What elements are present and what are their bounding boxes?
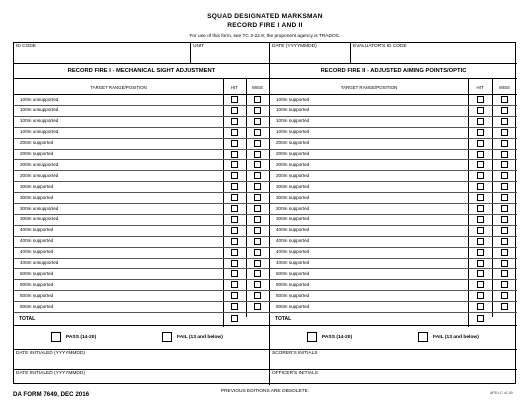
form-title: SQUAD DESIGNATED MARKSMAN: [207, 13, 323, 20]
target-range-header: TARGET RANGE/POSITION: [340, 85, 398, 90]
target-range-cell: 100m unsupported: [20, 107, 59, 113]
miss-checkbox[interactable]: [501, 281, 508, 288]
miss-checkbox[interactable]: [501, 107, 508, 114]
miss-checkbox[interactable]: [501, 172, 508, 179]
form-version: APD LC v1.00: [490, 391, 513, 395]
column-rule: [190, 43, 191, 63]
target-range-cell: 400m unsupported: [20, 260, 59, 265]
rule-line: [14, 105, 517, 106]
miss-checkbox[interactable]: [501, 303, 508, 310]
rule-line: [14, 279, 517, 280]
hit-checkbox[interactable]: [477, 140, 484, 147]
target-range-cell: 400m supported: [276, 260, 310, 265]
hit-checkbox[interactable]: [477, 205, 484, 212]
target-range-cell: 500m supported: [20, 292, 54, 298]
hit-checkbox[interactable]: [477, 238, 484, 245]
scoresheet-form: [13, 42, 516, 384]
hit-checkbox[interactable]: [231, 238, 238, 245]
rule-line: [14, 225, 517, 226]
target-range-cell: 200m supported: [276, 151, 310, 156]
hit-checkbox[interactable]: [477, 172, 484, 179]
miss-checkbox[interactable]: [501, 249, 508, 256]
agency-note: For use of this form, see TC 3-22.9; the proponent agency is TRADOC.: [189, 34, 341, 39]
hit-checkbox[interactable]: [231, 303, 238, 310]
miss-checkbox[interactable]: [254, 96, 261, 103]
target-range-cell: 200m unsupported: [20, 172, 59, 178]
target-range-cell: 100m supported: [276, 107, 310, 113]
miss-checkbox[interactable]: [254, 194, 261, 201]
record-fire-2-title: RECORD FIRE II - ADJUSTED AIMING POINTS/OPTIC: [320, 68, 467, 74]
target-range-header: TARGET RANGE/POSITION: [90, 85, 147, 90]
column-rule: [269, 43, 270, 63]
hit-checkbox[interactable]: [477, 129, 484, 136]
target-range-cell: 500m supported: [276, 270, 310, 276]
hit-checkbox[interactable]: [231, 172, 238, 179]
pass-checkbox[interactable]: [307, 332, 317, 342]
hit-checkbox[interactable]: [477, 194, 484, 201]
hit-checkbox[interactable]: [231, 281, 238, 288]
miss-header: MISS: [252, 85, 263, 90]
hit-checkbox[interactable]: [231, 107, 238, 114]
rule-line: [14, 325, 517, 326]
rule-line: [14, 214, 517, 215]
miss-checkbox[interactable]: [254, 151, 261, 158]
officer-initials-label: OFFICER'S INITIALS: [272, 371, 318, 376]
hit-checkbox[interactable]: [231, 183, 238, 190]
rule-line: [14, 94, 517, 95]
miss-checkbox[interactable]: [501, 238, 508, 245]
rule-line: [14, 170, 517, 171]
target-range-cell: 100m unsupported: [20, 118, 59, 124]
fail-label: FAIL (13 and below): [433, 334, 479, 340]
form-subtitle: RECORD FIRE I AND II: [227, 22, 303, 29]
hit-checkbox[interactable]: [477, 227, 484, 234]
hit-checkbox[interactable]: [477, 292, 484, 299]
rule-line: [14, 236, 517, 237]
hit-header: HIT: [230, 85, 239, 90]
rule-line: [14, 127, 517, 128]
column-rule: [492, 78, 493, 317]
miss-checkbox[interactable]: [501, 129, 508, 136]
target-range-cell: 100m supported: [276, 118, 310, 124]
rule-line: [14, 369, 517, 370]
miss-checkbox[interactable]: [254, 129, 261, 136]
miss-checkbox[interactable]: [254, 118, 261, 125]
hit-checkbox[interactable]: [231, 249, 238, 256]
miss-checkbox[interactable]: [254, 238, 261, 245]
miss-checkbox[interactable]: [254, 227, 261, 234]
hit-checkbox[interactable]: [477, 249, 484, 256]
miss-checkbox[interactable]: [501, 205, 508, 212]
target-range-cell: 500m supported: [276, 303, 310, 309]
hit-checkbox[interactable]: [231, 140, 238, 147]
miss-checkbox[interactable]: [254, 260, 261, 267]
date-initialed-label: DATE INITIALED (YYYYMMDD): [16, 371, 85, 376]
date-initialed-label: DATE INITIALED (YYYYMMDD): [16, 351, 85, 356]
form-number: DA FORM 7649, DEC 2016: [13, 391, 90, 398]
fail-checkbox[interactable]: [162, 332, 172, 342]
rule-line: [14, 301, 517, 302]
target-range-cell: 300m supported: [276, 194, 310, 200]
fail-label: FAIL (13 and below): [177, 334, 223, 340]
rule-line: [14, 349, 517, 350]
hit-checkbox[interactable]: [477, 161, 484, 168]
rule-line: [14, 268, 517, 269]
target-range-cell: 200m supported: [276, 205, 310, 211]
miss-checkbox[interactable]: [254, 161, 261, 168]
pass-checkbox[interactable]: [51, 332, 61, 342]
target-range-cell: 100m supported: [276, 129, 310, 135]
hit-checkbox[interactable]: [231, 194, 238, 201]
miss-checkbox[interactable]: [501, 151, 508, 158]
miss-checkbox[interactable]: [501, 118, 508, 125]
hit-checkbox[interactable]: [477, 303, 484, 310]
miss-checkbox[interactable]: [254, 216, 261, 223]
column-rule: [246, 78, 247, 317]
miss-checkbox[interactable]: [501, 260, 508, 267]
miss-header: MISS: [499, 85, 510, 90]
miss-checkbox[interactable]: [254, 303, 261, 310]
target-range-cell: 200m supported: [20, 151, 54, 156]
target-range-cell: 200m unsupported: [20, 161, 59, 167]
hit-checkbox[interactable]: [231, 216, 238, 223]
miss-checkbox[interactable]: [501, 183, 508, 190]
hit-checkbox[interactable]: [231, 205, 238, 212]
hit-checkbox[interactable]: [231, 161, 238, 168]
total-hit-box[interactable]: [477, 315, 484, 322]
miss-checkbox[interactable]: [254, 172, 261, 179]
miss-checkbox[interactable]: [501, 194, 508, 201]
total-label: TOTAL: [19, 315, 36, 322]
miss-checkbox[interactable]: [254, 107, 261, 114]
hit-checkbox[interactable]: [477, 260, 484, 267]
rule-line: [14, 181, 517, 182]
target-range-cell: 300m supported: [276, 183, 310, 189]
miss-checkbox[interactable]: [501, 140, 508, 147]
hit-checkbox[interactable]: [231, 151, 238, 158]
evaluator-id-label: EVALUATOR'S ID CODE: [353, 44, 407, 49]
target-range-cell: 200m supported: [276, 161, 310, 167]
rule-line: [14, 78, 517, 79]
hit-checkbox[interactable]: [231, 227, 238, 234]
miss-checkbox[interactable]: [501, 96, 508, 103]
hit-checkbox[interactable]: [477, 183, 484, 190]
miss-checkbox[interactable]: [254, 205, 261, 212]
rule-line: [14, 138, 517, 139]
date-label: DATE (YYYYMMDD): [272, 44, 317, 49]
target-range-cell: 300m supported: [20, 183, 54, 189]
hit-checkbox[interactable]: [231, 118, 238, 125]
miss-checkbox[interactable]: [254, 249, 261, 256]
total-label: TOTAL: [275, 315, 292, 322]
rule-line: [14, 290, 517, 291]
pass-label: PASS (14-20): [66, 334, 97, 340]
target-range-cell: 200m supported: [276, 140, 310, 146]
target-range-cell: 400m supported: [276, 227, 310, 233]
pass-label: PASS (14-20): [322, 334, 353, 340]
unit-label: UNIT: [193, 44, 205, 49]
target-range-cell: 400m supported: [20, 227, 54, 233]
scorer-initials-label: SCORER'S INITIALS: [272, 351, 318, 356]
rule-line: [14, 63, 517, 64]
miss-checkbox[interactable]: [254, 270, 261, 277]
hit-checkbox[interactable]: [231, 96, 238, 103]
target-range-cell: 200m supported: [276, 172, 310, 178]
fail-checkbox[interactable]: [418, 332, 428, 342]
target-range-cell: 300m supported: [276, 216, 310, 222]
miss-checkbox[interactable]: [254, 183, 261, 190]
hit-checkbox[interactable]: [477, 151, 484, 158]
record-fire-1-title: RECORD FIRE I - MECHANICAL SIGHT ADJUSTMENT: [67, 68, 216, 74]
target-range-cell: 500m supported: [276, 281, 310, 287]
target-range-cell: 300m supported: [20, 194, 54, 200]
rule-line: [14, 203, 517, 204]
hit-checkbox[interactable]: [477, 118, 484, 125]
target-range-cell: 500m supported: [276, 292, 310, 298]
hit-checkbox[interactable]: [477, 281, 484, 288]
target-range-cell: 200m supported: [20, 140, 54, 146]
target-range-cell: 400m supported: [20, 249, 54, 255]
target-range-cell: 300m unsupported: [20, 205, 59, 211]
rule-line: [14, 116, 517, 117]
hit-checkbox[interactable]: [477, 270, 484, 277]
miss-checkbox[interactable]: [254, 140, 261, 147]
hit-checkbox[interactable]: [477, 96, 484, 103]
target-range-cell: 100m unsupported: [20, 129, 59, 135]
rule-line: [14, 247, 517, 248]
target-range-cell: 500m supported: [20, 281, 54, 287]
miss-checkbox[interactable]: [501, 216, 508, 223]
miss-checkbox[interactable]: [501, 161, 508, 168]
obsolete-note: PREVIOUS EDITIONS ARE OBSOLETE.: [220, 389, 310, 394]
column-rule: [350, 43, 351, 63]
rule-line: [14, 258, 517, 259]
miss-checkbox[interactable]: [501, 270, 508, 277]
rule-line: [14, 312, 517, 313]
target-range-cell: 500m supported: [20, 270, 54, 276]
target-range-cell: 400m supported: [276, 249, 310, 255]
rule-line: [14, 149, 517, 150]
rule-line: [14, 159, 517, 160]
hit-checkbox[interactable]: [231, 129, 238, 136]
hit-checkbox[interactable]: [477, 216, 484, 223]
hit-checkbox[interactable]: [231, 260, 238, 267]
miss-checkbox[interactable]: [501, 227, 508, 234]
rule-line: [14, 192, 517, 193]
target-range-cell: 400m supported: [20, 238, 54, 244]
hit-checkbox[interactable]: [231, 292, 238, 299]
target-range-cell: 100m unsupported: [20, 96, 59, 102]
target-range-cell: 100m supported: [276, 96, 310, 102]
miss-checkbox[interactable]: [254, 281, 261, 288]
hit-checkbox[interactable]: [477, 107, 484, 114]
target-range-cell: 300m unsupported: [20, 216, 59, 222]
hit-checkbox[interactable]: [231, 270, 238, 277]
id-code-label: ID CODE: [16, 44, 36, 49]
target-range-cell: 400m supported: [276, 238, 310, 244]
miss-checkbox[interactable]: [254, 292, 261, 299]
miss-checkbox[interactable]: [501, 292, 508, 299]
target-range-cell: 500m supported: [20, 303, 54, 309]
hit-header: HIT: [476, 85, 484, 90]
total-hit-box[interactable]: [231, 315, 238, 322]
